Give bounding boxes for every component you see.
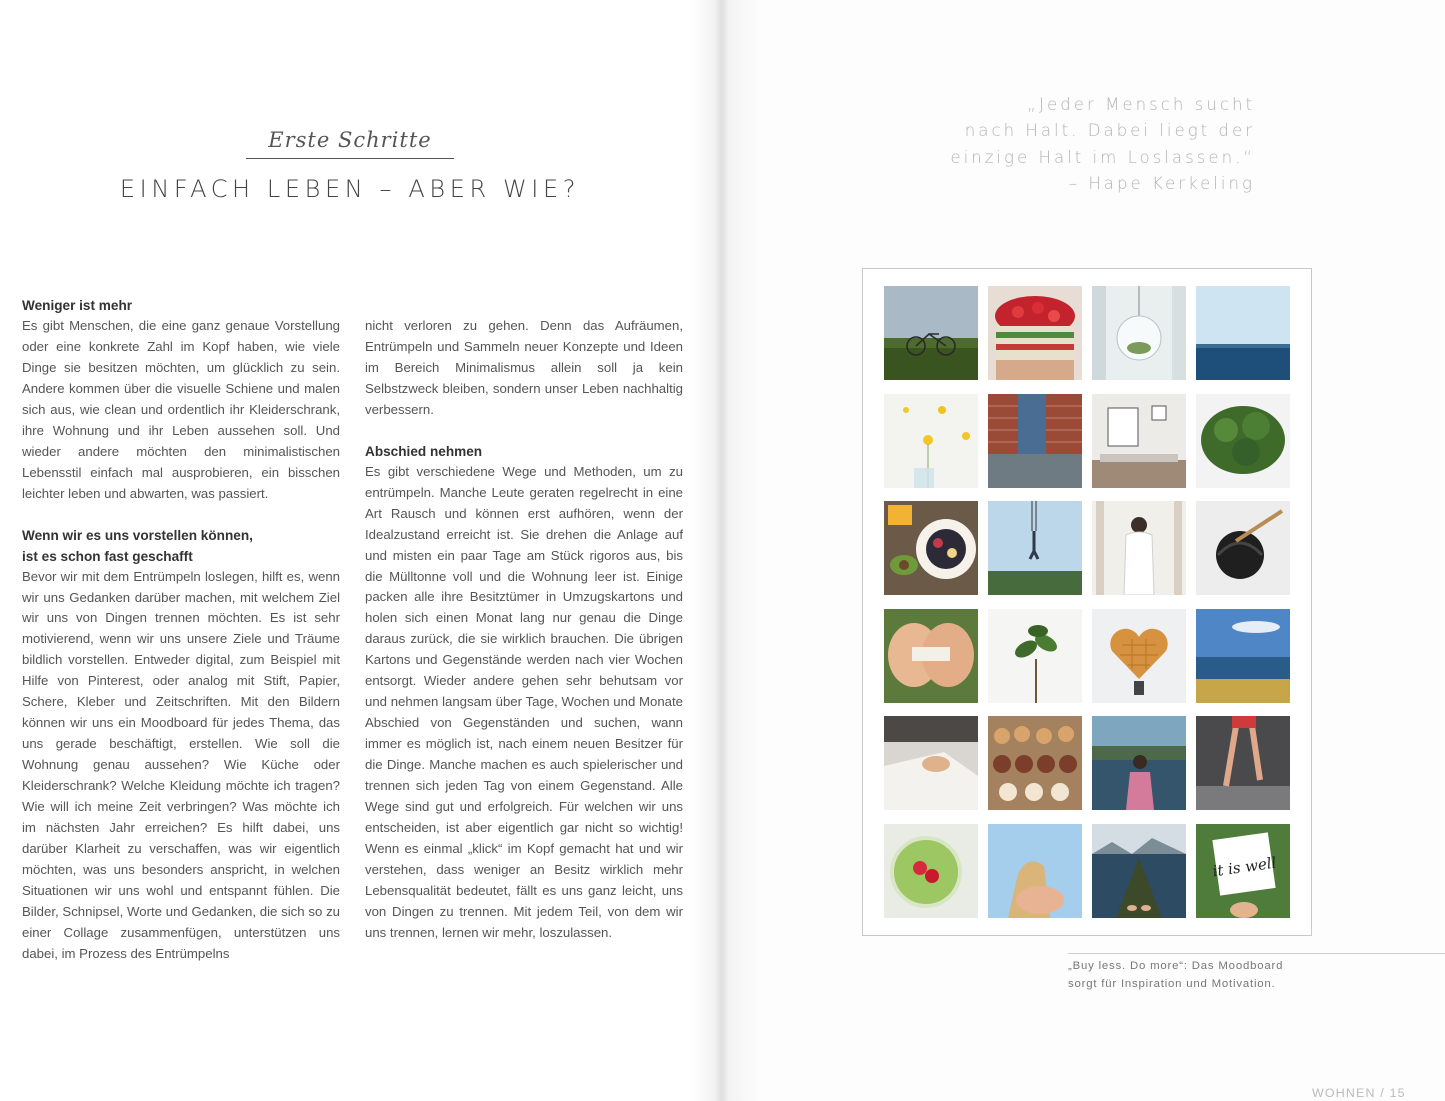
it-is-well-card-photo bbox=[1196, 824, 1290, 918]
sea-coast-photo bbox=[1196, 609, 1290, 703]
hands-holding-photo bbox=[884, 609, 978, 703]
section-header bbox=[110, 128, 590, 203]
subheading-line: Wenn wir es uns vorstellen können, bbox=[22, 527, 253, 543]
subheading-weniger-ist-mehr: Weniger ist mehr bbox=[22, 298, 133, 313]
bicycle-in-field-photo bbox=[884, 286, 978, 380]
left-page bbox=[0, 0, 722, 1101]
aerial-swing-photo bbox=[988, 501, 1082, 595]
quote-line: „Jeder Mensch sucht bbox=[1027, 95, 1255, 114]
pull-quote bbox=[835, 92, 1255, 198]
card-text: it is well bbox=[1211, 853, 1278, 880]
brick-wall-legs-photo bbox=[988, 394, 1082, 488]
caption-line: sorgt für Inspiration und Motivation. bbox=[1068, 977, 1276, 990]
pastry-display-photo bbox=[988, 716, 1082, 810]
paragraph: Es gibt Menschen, die eine ganz genaue Vorstellung oder eine konkrete Zahl im Kopf haben, wie viele Dinge sie besitzen möchten, um glücklich zu sein. Andere kommen über die visuelle Schiene und malen sich aus, wie clean und ordentlich ihr Kleiderschrank, ihre Wohnung und ihr Leben aussehen soll. Und wieder andere möchten den minimalistischen Lebensstil einfach mal ausprobieren, ein bisschen leichter leben und abwarten, was passiert. bbox=[22, 318, 340, 501]
quote-line: einzige Halt im Loslassen.“ bbox=[950, 147, 1255, 167]
quote-author: – Hape Kerkeling bbox=[1068, 174, 1255, 194]
image-caption bbox=[1068, 958, 1328, 993]
moodboard-frame bbox=[862, 268, 1312, 936]
yellow-flowers-photo bbox=[884, 394, 978, 488]
runner-legs-photo bbox=[1196, 716, 1290, 810]
subheading-vorstellen bbox=[22, 525, 340, 567]
quote-line: nach Halt. Dabei liegt der bbox=[964, 121, 1255, 141]
paragraph: nicht verloren zu gehen. Denn das Aufräumen, Entrümpeln und Sammeln neuer Konzepte und Ideen im Bereich Minimalismus allein soll ja kein Selbstzweck bleiben, sondern unser Leben nachhaltig verbessern. bbox=[365, 318, 683, 417]
ocean-horizon-photo bbox=[1196, 286, 1290, 380]
woman-sky-photo bbox=[988, 824, 1082, 918]
caption-line: „Buy less. Do more“: Das Moodboard bbox=[1068, 960, 1284, 972]
text-column-1 bbox=[22, 295, 340, 965]
woman-at-shore-photo bbox=[1092, 716, 1186, 810]
yarn-knot-photo bbox=[1196, 501, 1290, 595]
laptop-hands-photo bbox=[884, 716, 978, 810]
page-title: EINFACH LEBEN – ABER WIE? bbox=[119, 175, 581, 203]
woman-at-window-photo bbox=[1092, 501, 1186, 595]
section-eyebrow: Erste Schritte bbox=[246, 128, 453, 159]
fiddle-leaf-plant-photo bbox=[988, 609, 1082, 703]
subheading-abschied-nehmen: Abschied nehmen bbox=[365, 443, 483, 459]
green-smoothie-photo bbox=[884, 824, 978, 918]
text-column-2 bbox=[365, 316, 683, 944]
paragraph: Bevor wir mit dem Entrümpeln loslegen, hilft es, wenn wir uns Gedanken darüber machen, mit welchem Ziel wir uns von Dingen trennen möchten. Es ist sehr motivierend, wenn wir uns unsere Ziele und Träume bildlich vorstellen. Entweder digital, zum Beispiel mit Hilfe von Pinterest, oder analog mit Stift, Papier, Schere, Kleber und Zeitschriften. Mit den Bildern können wir uns ein Moodboard für jedes Thema, das uns gerade beschäftigt, erstellen. Wie soll die Wohnung genau aussehen? Wie Küche oder Kleiderschrank? Welche Kleidung möchte ich tragen? Wie will ich meine Zeit verbringen? Was möchte ich im nächsten Jahr erreichen? Es hilft dabei, uns darüber Klarheit zu verschaffen, was wir eigentlich möchten, was uns besonders anspricht, in welchen Situationen wir uns wohl und entspannt fühlen. Die Bilder, Schnipsel, Worte und Gedanken, die sich so zu einer Collage zusammenfügen, unterstützen uns dabei, im Prozess des Entrümpelns bbox=[22, 568, 340, 961]
strawberry-basket-photo bbox=[988, 286, 1082, 380]
caption-rule bbox=[1068, 953, 1445, 954]
waffle-heart-photo bbox=[1092, 609, 1186, 703]
kayak-lake-photo bbox=[1092, 824, 1186, 918]
green-moss-photo bbox=[1196, 394, 1290, 488]
breakfast-bowl-photo bbox=[884, 501, 978, 595]
paragraph: Es gibt verschiedene Wege und Methoden, um zu entrümpeln. Manche Leute geraten regelrecht in eine Art Rausch und können erst aufhören, wenn der Idealzustand erreicht ist. Sie drehen die Anlage auf und misten ein paar Tage am Stück rigoros aus, bis die Mülltonne voll und die Wohnung leer ist. Einige packen alle ihre Besitztümer in Umzugskartons und holen sich einen Monat lang nur genau die Dinge daraus zurück, die sie wirklich brauchen. Die übrigen Kartons und Gegenstände werden nach vier Wochen entsorgt. Wieder andere gehen sehr behutsam vor und nehmen langsam über Tage, Wochen und Monate Abschied von Gegenständen und suchen, wann immer es möglich ist, nach einem neuen Besitzer für die Dinge. Manche machen es auch spielerischer und trennen sich jeden Tag von einem Gegenstand. Alle Wege sind gut und erfolgreich. Für welchen wir uns entscheiden, ist aber eigentlich gar nicht so wichtig! Wenn es einmal „klick“ im Kopf gemacht hat und wir verstehen, dass weniger an Besitz wirklich mehr Lebensqualität bedeutet, fällt es uns ganz leicht, uns von Dingen zu trennen. Mit jedem Teil, von dem wir uns trennen, lernen wir mehr, loszulassen. bbox=[365, 463, 683, 940]
page-folio: WOHNEN / 15 bbox=[1312, 1086, 1406, 1100]
subheading-line: ist es schon fast geschafft bbox=[22, 548, 193, 564]
moodboard-grid bbox=[884, 286, 1292, 918]
hanging-glass-terrarium-photo bbox=[1092, 286, 1186, 380]
minimal-interior-photo bbox=[1092, 394, 1186, 488]
